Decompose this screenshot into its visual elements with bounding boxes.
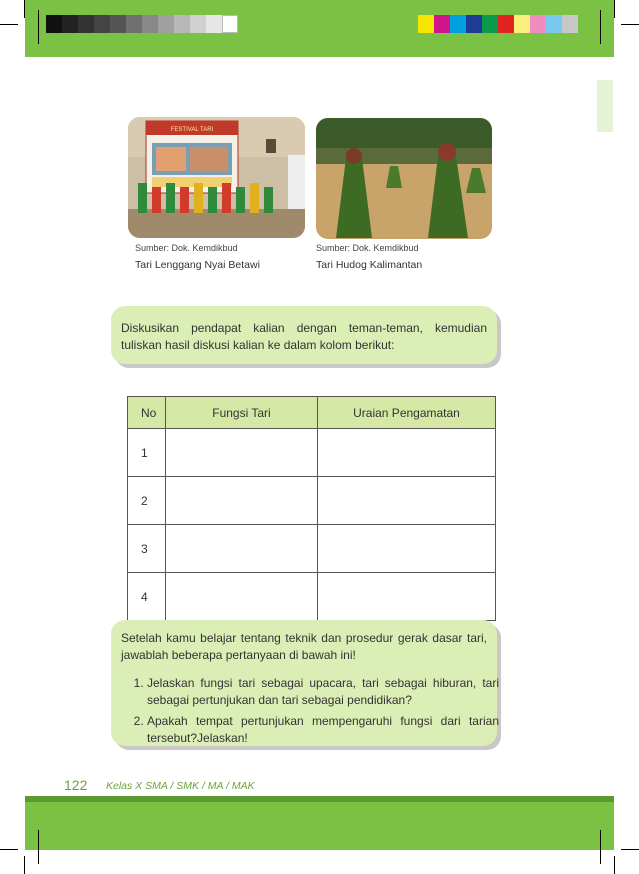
grayscale-swatch	[110, 15, 126, 33]
color-swatch	[466, 15, 482, 33]
header-uraian-pengamatan: Uraian Pengamatan	[318, 397, 496, 429]
row-number: 3	[128, 525, 166, 573]
grayscale-swatch	[206, 15, 222, 33]
photo-lenggang-nyai	[128, 117, 305, 238]
row-number: 4	[128, 573, 166, 621]
page-number: 122	[64, 777, 88, 793]
questions-list	[125, 675, 499, 751]
grayscale-swatch	[174, 15, 190, 33]
row-number: 1	[128, 429, 166, 477]
grayscale-swatch	[190, 15, 206, 33]
questions-intro: Setelah kamu belajar tentang teknik dan prosedur gerak dasar tari, jawablah beberapa pertanyaan di bawah ini!	[121, 631, 487, 662]
grayscale-swatch	[158, 15, 174, 33]
color-swatch	[514, 15, 530, 33]
header-fungsi-tari: Fungsi Tari	[166, 397, 318, 429]
table-row	[128, 573, 496, 621]
grayscale-swatch	[62, 15, 78, 33]
svg-text:FESTIVAL TARI: FESTIVAL TARI	[170, 127, 214, 133]
grayscale-swatch	[126, 15, 142, 33]
fungsi-cell[interactable]	[166, 573, 318, 621]
uraian-cell[interactable]	[318, 525, 496, 573]
fungsi-cell[interactable]	[166, 525, 318, 573]
book-title: Kelas X SMA / SMK / MA / MAK	[106, 780, 255, 792]
row-number: 2	[128, 477, 166, 525]
color-swatch	[482, 15, 498, 33]
grayscale-swatch	[78, 15, 94, 33]
bottom-color-band	[25, 796, 614, 850]
header-no: No	[128, 397, 166, 429]
grayscale-swatch	[142, 15, 158, 33]
question-item: 2. Apakah tempat pertunjukan mempengaruhi fungsi dari tarian tersebut?Jelaskan!	[147, 713, 499, 747]
observation-table	[127, 396, 496, 621]
question-item: 1. Jelaskan fungsi tari sebagai upacara, tari sebagai hiburan, tari sebagai pertunjukan dan tari sebagai pendidikan?	[147, 675, 499, 709]
color-swatch	[450, 15, 466, 33]
fungsi-cell[interactable]	[166, 429, 318, 477]
table-row	[128, 525, 496, 573]
grayscale-swatch	[46, 15, 62, 33]
color-swatch	[546, 15, 562, 33]
photo-lenggang-nyai-image	[128, 117, 305, 238]
side-tab	[597, 80, 613, 132]
questions-box	[111, 620, 497, 746]
uraian-cell[interactable]	[318, 429, 496, 477]
color-swatch	[418, 15, 434, 33]
uraian-cell[interactable]	[318, 573, 496, 621]
table-header-row	[128, 397, 496, 429]
color-swatch	[434, 15, 450, 33]
discussion-box	[111, 306, 497, 364]
color-swatch	[530, 15, 546, 33]
photo-1-source: Sumber: Dok. Kemdikbud	[135, 243, 238, 253]
grayscale-swatch	[94, 15, 110, 33]
bottom-band-edge	[25, 796, 614, 802]
color-swatch	[562, 15, 578, 33]
photo-hudog-image	[316, 118, 492, 239]
fungsi-cell[interactable]	[166, 477, 318, 525]
photo-1-caption: Tari Lenggang Nyai Betawi	[135, 259, 260, 271]
photo-hudog	[316, 118, 492, 239]
table-row	[128, 429, 496, 477]
table-row	[128, 477, 496, 525]
photo-2-source: Sumber: Dok. Kemdikbud	[316, 243, 419, 253]
discussion-text: Diskusikan pendapat kalian dengan teman-teman, kemudian tuliskan hasil diskusi kalian ke dalam kolom berikut:	[121, 321, 487, 352]
uraian-cell[interactable]	[318, 477, 496, 525]
grayscale-swatch	[222, 15, 238, 33]
photo-2-caption: Tari Hudog Kalimantan	[316, 259, 423, 271]
color-swatch	[498, 15, 514, 33]
